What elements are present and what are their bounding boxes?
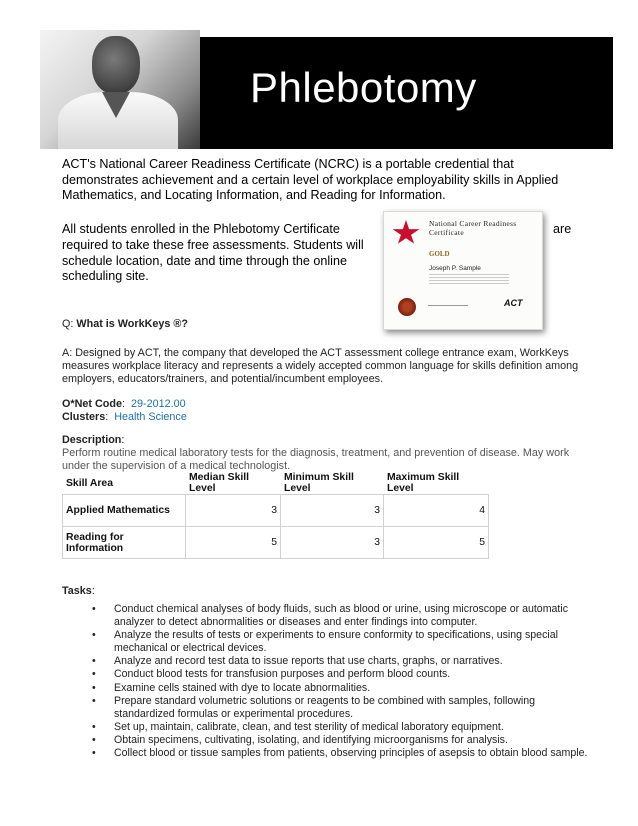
bullet-icon: • bbox=[92, 629, 96, 641]
signature-line bbox=[428, 305, 468, 306]
certificate-level: GOLD bbox=[429, 250, 450, 258]
bullet-icon: • bbox=[92, 655, 96, 667]
description-text: Perform routine medical laboratory tests for the diagnosis, treatment, and prevention of disease. May work under the supervision of a medical technologist. bbox=[62, 447, 570, 472]
tasks-heading: Tasks: bbox=[62, 585, 95, 597]
table-header-cell: Maximum Skill Level bbox=[384, 472, 489, 495]
table-row bbox=[63, 527, 489, 559]
intro-paragraph: ACT's National Career Readiness Certificate (NCRC) is a portable credential that demonstrates achievement and a certain level of workplace employability skills in Applied Mathematics, and Locating Information, and Reading for Information. bbox=[62, 157, 559, 202]
task-text: Analyze the results of tests or experiments to ensure conformity to specifications, using special mechanical or electrical devices. bbox=[114, 629, 558, 654]
task-text: Set up, maintain, calibrate, clean, and test sterility of medical laboratory equipment. bbox=[114, 720, 504, 733]
skill-area-cell: Reading for Information bbox=[63, 527, 186, 559]
task-text: Obtain specimens, cultivating, isolating, and identifying microorganisms for analysis. bbox=[114, 734, 508, 747]
onet-code-label: O*Net Code bbox=[62, 398, 122, 410]
header-photo bbox=[40, 30, 200, 149]
task-text: Prepare standard volumetric solutions or reagents to be combined with samples, following standardized formulas or experimental procedures. bbox=[114, 694, 536, 720]
table-header-cell: Median Skill Level bbox=[186, 472, 281, 495]
median-cell: 5 bbox=[186, 527, 281, 559]
photo-head bbox=[92, 36, 140, 94]
bullet-icon: • bbox=[92, 603, 96, 615]
clusters-link[interactable]: Health Science bbox=[114, 411, 187, 423]
list-item bbox=[92, 721, 592, 734]
task-text: Examine cells stained with dye to locate abnormalities. bbox=[114, 681, 371, 694]
onet-code: O*Net Code: 29-2012.00 bbox=[62, 398, 186, 410]
bullet-icon: • bbox=[92, 694, 96, 707]
bullet-icon: • bbox=[92, 681, 96, 694]
list-item bbox=[92, 747, 592, 760]
students-are: are bbox=[553, 222, 572, 236]
onet-clusters: Clusters: Health Science bbox=[62, 411, 187, 423]
maximum-cell: 4 bbox=[384, 495, 489, 527]
students-line-2: required to take these free assessments. Students will schedule location, date and time through the online scheduling site. bbox=[62, 238, 364, 283]
median-cell: 3 bbox=[186, 495, 281, 527]
act-logo: ACT bbox=[504, 298, 523, 308]
minimum-cell: 3 bbox=[281, 495, 384, 527]
star-icon bbox=[392, 220, 420, 246]
students-line-1: All students enrolled in the Phlebotomy Certificate bbox=[62, 222, 340, 236]
skill-area-cell: Applied Mathematics bbox=[63, 495, 186, 527]
page-title: Phlebotomy bbox=[250, 64, 477, 111]
table-header-cell: Minimum Skill Level bbox=[281, 472, 384, 495]
list-item bbox=[92, 655, 592, 668]
description-label: Description bbox=[62, 434, 122, 446]
minimum-cell: 3 bbox=[281, 527, 384, 559]
question-prefix: Q: bbox=[62, 318, 77, 330]
list-item bbox=[92, 668, 592, 681]
table-header-cell: Skill Area bbox=[63, 472, 186, 495]
faq-answer: A: Designed by ACT, the company that developed the ACT assessment college entrance exam, WorkKeys measures workplace literacy and represents a widely accepted common language for skills definition among employers, educators/trainers, and potential/incumbent employees. bbox=[62, 347, 579, 385]
list-item bbox=[92, 734, 592, 747]
maximum-cell: 5 bbox=[384, 527, 489, 559]
seal-icon bbox=[398, 298, 416, 316]
tasks-list bbox=[92, 603, 592, 761]
certificate-image bbox=[383, 211, 543, 330]
certificate-name: Joseph P. Sample bbox=[429, 265, 481, 272]
certificate-title: National Career Readiness Certificate bbox=[429, 219, 517, 237]
table-header-row bbox=[63, 472, 489, 495]
task-text: Conduct chemical analyses of body fluids, such as blood or urine, using microscope or automatic analyzer to detect abnormalities or diseases and enter findings into computer. bbox=[114, 603, 569, 628]
bullet-icon: • bbox=[92, 720, 96, 733]
bullet-icon: • bbox=[92, 747, 96, 760]
task-text: Analyze and record test data to issue reports that use charts, graphs, or narratives. bbox=[114, 655, 503, 667]
list-item bbox=[92, 629, 592, 654]
task-text: Conduct blood tests for transfusion purposes and perform blood counts. bbox=[114, 668, 451, 681]
clusters-label: Clusters bbox=[62, 411, 106, 423]
table-row bbox=[63, 495, 489, 527]
certificate-fine-print bbox=[429, 274, 509, 284]
question-text: What is WorkKeys ®? bbox=[76, 318, 188, 330]
list-item bbox=[92, 682, 592, 695]
skills-table bbox=[62, 472, 489, 559]
bullet-icon: • bbox=[92, 734, 96, 747]
tasks-label: Tasks bbox=[62, 585, 92, 597]
task-text: Collect blood or tissue samples from patients, observing principles of asepsis to obtain blood sample. bbox=[114, 747, 588, 760]
faq-question bbox=[62, 318, 188, 331]
list-item bbox=[92, 695, 592, 720]
description-heading: Description: bbox=[62, 434, 125, 446]
onet-code-link[interactable]: 29-2012.00 bbox=[131, 398, 186, 410]
list-item bbox=[92, 603, 592, 628]
bullet-icon: • bbox=[92, 668, 96, 681]
